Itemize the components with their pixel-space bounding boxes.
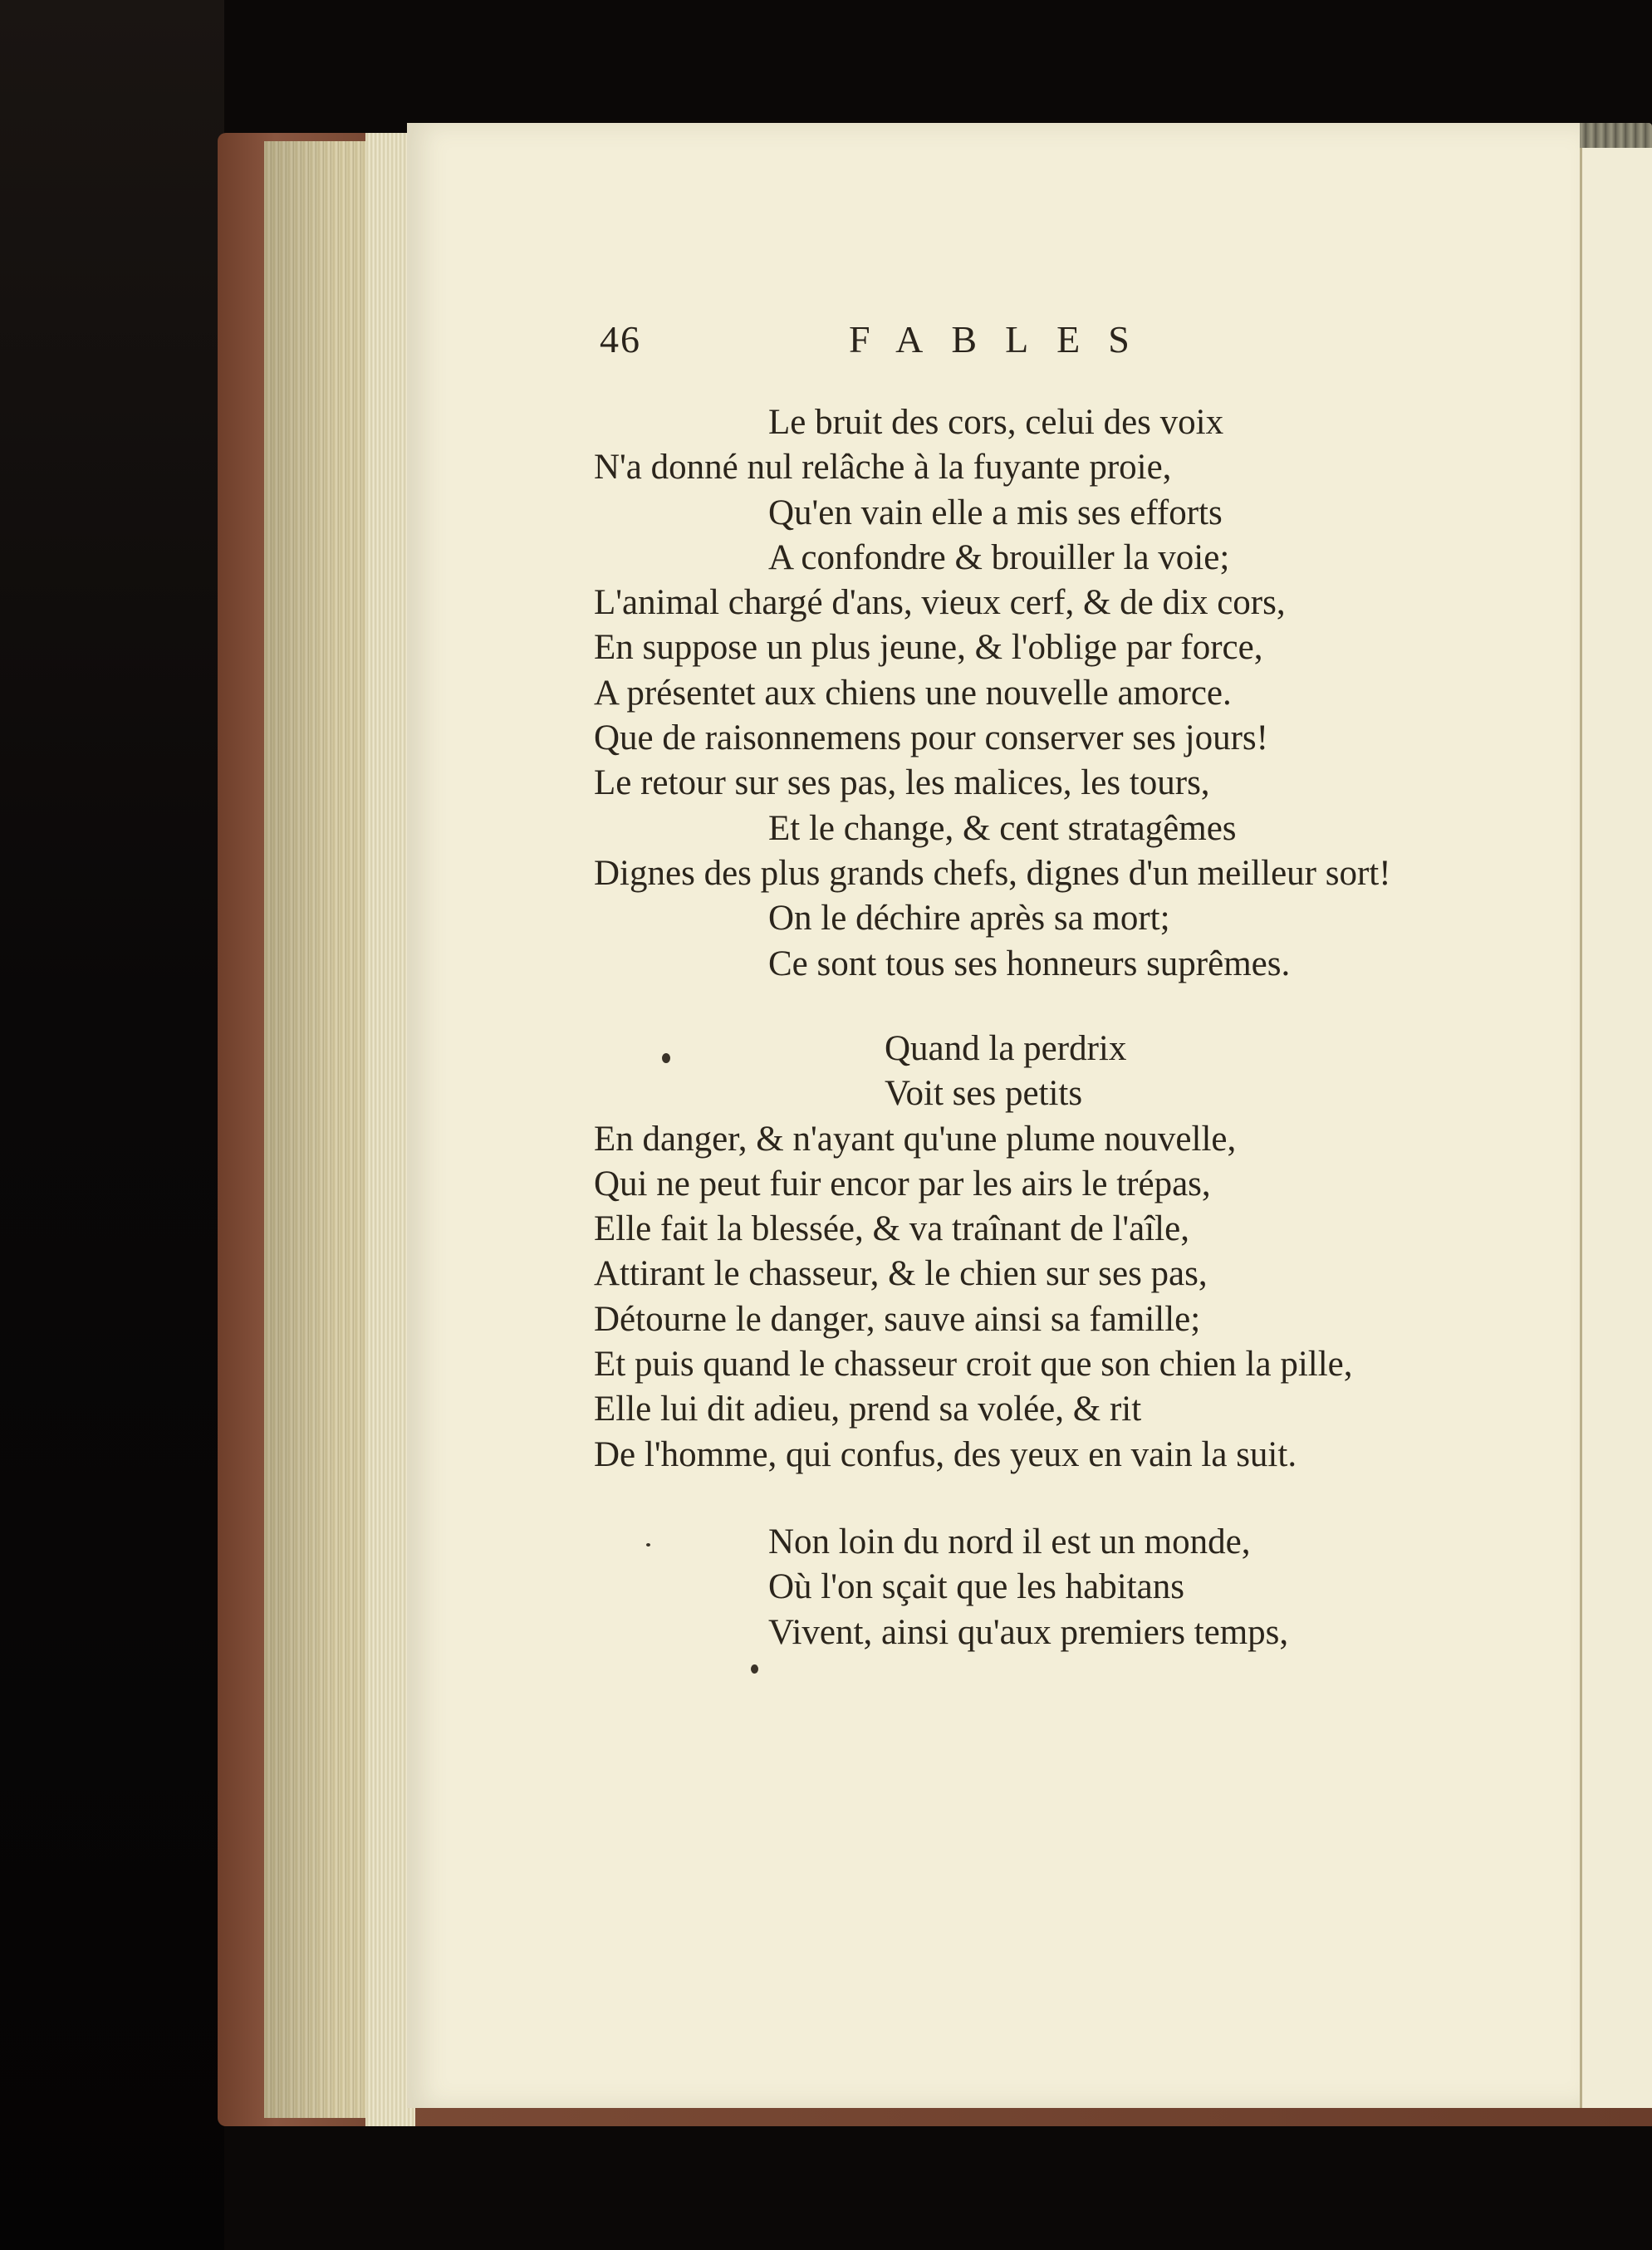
verse-line: Attirant le chasseur, & le chien sur ses pas, <box>594 1254 1208 1294</box>
dark-background <box>0 0 224 2250</box>
stanza-stag <box>594 400 1391 987</box>
verse-line: Détourne le danger, sauve ainsi sa famille; <box>594 1299 1201 1339</box>
facing-page-edge <box>1580 148 1652 2108</box>
stanza-partridge <box>594 1027 1353 1478</box>
verse-line: Qui ne peut fuir encor par les airs le trépas, <box>594 1164 1211 1203</box>
verse-line: Et le change, & cent stratagêmes <box>768 808 1237 848</box>
verse-line: Le bruit des cors, celui des voix <box>768 403 1224 442</box>
verse-line: Vivent, ainsi qu'aux premiers temps, <box>768 1612 1289 1652</box>
verse-line: L'animal chargé d'ans, vieux cerf, & de dix cors, <box>594 583 1286 623</box>
verse-line: Ce sont tous ses honneurs suprêmes. <box>768 944 1291 983</box>
verse-line: A présentet aux chiens une nouvelle amorce. <box>594 673 1232 713</box>
verse-line: De l'homme, qui confus, des yeux en vain la suit. <box>594 1434 1297 1474</box>
stanza-north <box>594 1520 1288 1655</box>
verse-line: Dignes des plus grands chefs, dignes d'un meilleur sort! <box>594 853 1391 893</box>
verse-line: Elle fait la blessée, & va traînant de l'aîle, <box>594 1209 1189 1249</box>
verse-line: Que de raisonnemens pour conserver ses jours! <box>594 718 1268 758</box>
verse-line: N'a donné nul relâche à la fuyante proie, <box>594 448 1172 488</box>
verse-line: Qu'en vain elle a mis ses efforts <box>768 493 1223 532</box>
running-head <box>600 317 1347 367</box>
verse-line: Voit ses petits <box>885 1074 1083 1114</box>
verse-line: Elle lui dit adieu, prend sa volée, & rit <box>594 1390 1142 1429</box>
verse-line: Quand la perdrix <box>885 1029 1127 1068</box>
paper-spot <box>662 1053 670 1063</box>
verse-line: Et puis quand le chasseur croit que son chien la pille, <box>594 1345 1353 1385</box>
verse-line: Non loin du nord il est un monde, <box>768 1522 1251 1561</box>
verse-line: On le déchire après sa mort; <box>768 899 1170 939</box>
verse-line: Le retour sur ses pas, les malices, les tours, <box>594 763 1210 803</box>
verse-line: Où l'on sçait que les habitans <box>768 1567 1184 1607</box>
running-title: FABLES <box>849 318 1158 360</box>
paper-spot <box>751 1664 758 1674</box>
page-number: 46 <box>600 318 641 360</box>
verse-line: En suppose un plus jeune, & l'oblige par force, <box>594 628 1263 668</box>
verse-line: En danger, & n'ayant qu'une plume nouvelle, <box>594 1119 1237 1159</box>
verse-line: A confondre & brouiller la voie; <box>768 537 1230 577</box>
paper-spot <box>646 1543 650 1547</box>
